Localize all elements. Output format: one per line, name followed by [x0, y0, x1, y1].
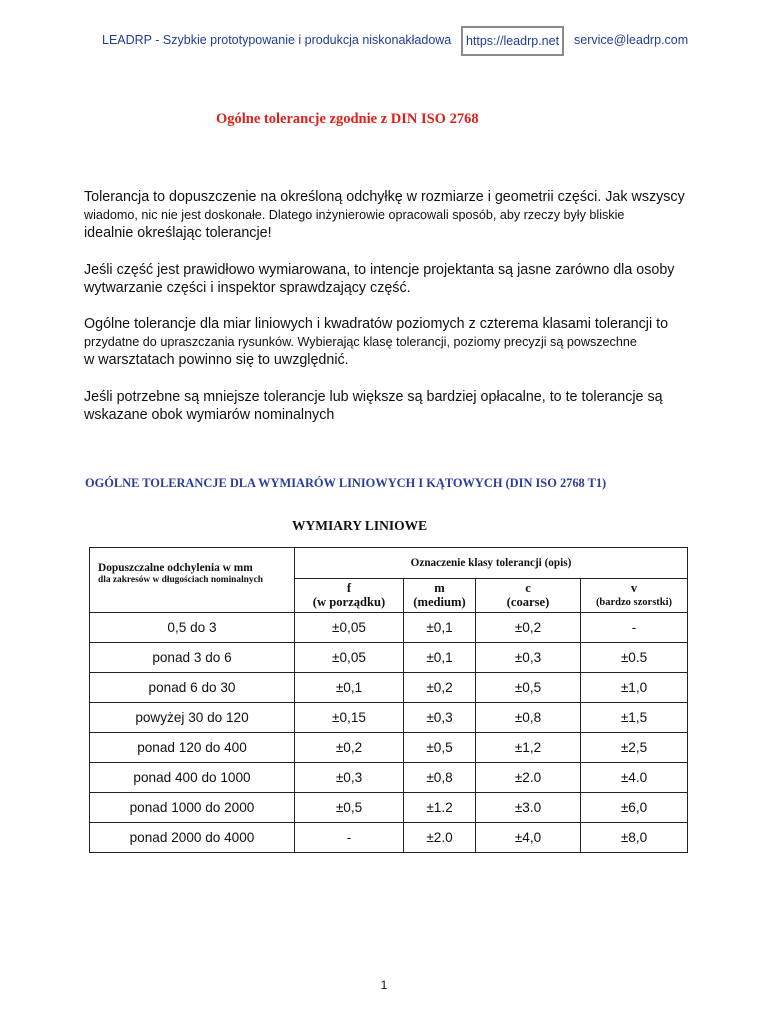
class-desc: (w porządku): [312, 595, 386, 609]
paragraph-smaller-tolerances: Jeśli potrzebne są mniejsze tolerancje lub większe są bardziej opłacalne, to te tolerancje są wskazane obok wymiarów nominalnych: [84, 389, 663, 423]
table-row: [90, 703, 688, 733]
class-letter: v: [630, 581, 638, 595]
value-cell: ±2.0: [404, 823, 476, 853]
header-class-v: [581, 579, 688, 613]
value-cell: ±0,15: [295, 703, 404, 733]
value-cell: ±1,5: [581, 703, 688, 733]
value-cell: ±0,3: [476, 643, 581, 673]
value-cell: ±0,2: [295, 733, 404, 763]
class-letter: m: [434, 581, 445, 595]
range-cell: ponad 3 do 6: [90, 643, 295, 673]
value-cell: ±0,2: [404, 673, 476, 703]
range-cell: ponad 2000 do 4000: [90, 823, 295, 853]
value-cell: ±8,0: [581, 823, 688, 853]
value-cell: ±0,2: [476, 613, 581, 643]
value-cell: ±6,0: [581, 793, 688, 823]
table-row: [90, 673, 688, 703]
header-range-line2: dla zakresów w długościach nominalnych: [98, 575, 263, 585]
header-class-f: [295, 579, 404, 613]
table-row: [90, 613, 688, 643]
table-row: [90, 733, 688, 763]
range-cell: ponad 6 do 30: [90, 673, 295, 703]
table-row: [90, 763, 688, 793]
paragraph-intro-line2: wiadomo, nic nie jest doskonałe. Dlatego inżynierowie opracowali sposób, aby rzeczy były bliskie: [84, 208, 625, 222]
table-row: [90, 643, 688, 673]
paragraph-classes-line2: przydatne do upraszczania rysunków. Wybierając klasę tolerancji, poziomy precyzji są powszechne: [84, 335, 637, 349]
table-row: [90, 823, 688, 853]
page-number: 1: [380, 978, 388, 992]
class-letter: f: [346, 581, 352, 595]
value-cell: ±0,8: [404, 763, 476, 793]
paragraph-tolerance-classes: [84, 315, 724, 369]
value-cell: ±0,5: [404, 733, 476, 763]
header-range: [90, 548, 295, 613]
header-class-m: [404, 579, 476, 613]
value-cell: ±0,5: [476, 673, 581, 703]
value-cell: ±0,1: [404, 613, 476, 643]
class-desc: (bardzo szorstki): [595, 597, 673, 608]
email-link[interactable]: service@leadrp.com: [574, 33, 689, 47]
value-cell: ±0,5: [295, 793, 404, 823]
value-cell: ±0,3: [404, 703, 476, 733]
company-tagline: LEADRP - Szybkie prototypowanie i produkcja niskonakładowa: [102, 33, 452, 47]
value-cell: ±1,2: [476, 733, 581, 763]
value-cell: ±3.0: [476, 793, 581, 823]
paragraph-classes-line1: Ogólne tolerancje dla miar liniowych i kwadratów poziomych z czterema klasami tolerancji to: [84, 316, 669, 332]
paragraph-intro: [84, 188, 724, 242]
value-cell: ±0,3: [295, 763, 404, 793]
range-cell: powyżej 30 do 120: [90, 703, 295, 733]
value-cell: ±0,1: [404, 643, 476, 673]
value-cell: ±0,05: [295, 643, 404, 673]
value-cell: ±0,05: [295, 613, 404, 643]
value-cell: ±1,0: [581, 673, 688, 703]
tolerance-table: [89, 547, 688, 853]
value-cell: ±0.5: [581, 643, 688, 673]
class-letter: c: [525, 581, 531, 595]
paragraph-intro-line1: Tolerancja to dopuszczenie na określoną odchyłkę w rozmiarze i geometrii części. Jak wszyscy: [84, 189, 685, 205]
range-cell: ponad 1000 do 2000: [90, 793, 295, 823]
range-cell: ponad 120 do 400: [90, 733, 295, 763]
value-cell: ±0,8: [476, 703, 581, 733]
website-link[interactable]: https://leadrp.net: [461, 26, 564, 56]
paragraph-dimensioning: Jeśli część jest prawidłowo wymiarowana, to intencje projektanta są jasne zarówno dla osoby wytwarzanie części i inspektor sprawdzający część.: [84, 262, 675, 296]
class-desc: (medium): [413, 595, 466, 609]
class-desc: (coarse): [506, 595, 550, 609]
range-cell: 0,5 do 3: [90, 613, 295, 643]
range-cell: ponad 400 do 1000: [90, 763, 295, 793]
value-cell: -: [295, 823, 404, 853]
page-header: [0, 26, 768, 56]
table-row: [90, 793, 688, 823]
value-cell: ±1.2: [404, 793, 476, 823]
value-cell: ±0,1: [295, 673, 404, 703]
document-title: Ogólne tolerancje zgodnie z DIN ISO 2768: [216, 111, 479, 127]
value-cell: ±4,0: [476, 823, 581, 853]
paragraph-intro-line3: idealnie określając tolerancje!: [84, 225, 272, 241]
table-subtitle: WYMIARY LINIOWE: [292, 518, 428, 533]
header-range-line1: Dopuszczalne odchylenia w mm: [98, 562, 253, 574]
paragraph-classes-line3: w warsztatach powinno się to uwzględnić.: [84, 352, 349, 368]
value-cell: ±2.0: [476, 763, 581, 793]
value-cell: ±2,5: [581, 733, 688, 763]
value-cell: -: [581, 613, 688, 643]
value-cell: ±4.0: [581, 763, 688, 793]
section-title: OGÓLNE TOLERANCJE DLA WYMIARÓW LINIOWYCH I KĄTOWYCH (DIN ISO 2768 T1): [85, 476, 607, 490]
header-class-c: [476, 579, 581, 613]
header-class: Oznaczenie klasy tolerancji (opis): [295, 548, 688, 579]
